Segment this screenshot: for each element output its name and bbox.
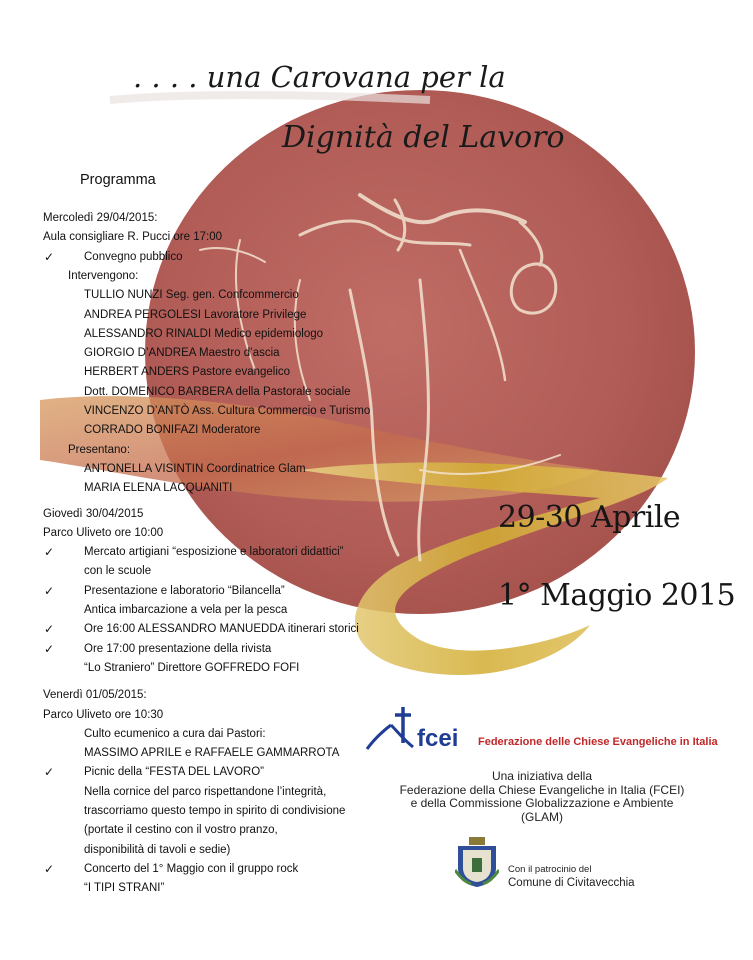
program-line: VINCENZO D’ANTÒ Ass. Cultura Commercio e Turismo <box>84 405 371 417</box>
program-line: Ore 17:00 presentazione della rivista <box>84 642 272 655</box>
check-icon: ✓ <box>44 641 55 656</box>
patronage-line-2: Comune di Civitavecchia <box>508 877 635 889</box>
patronage-line-1: Con il patrocinio del <box>508 864 592 875</box>
title-line-2: Dignità del Lavoro <box>282 120 565 155</box>
initiative-line: e della Commissione Globalizzazione e Ambiente <box>410 796 674 810</box>
program-line: Aula consigliare R. Pucci ore 17:00 <box>43 231 222 244</box>
program-line: Giovedì 30/04/2015 <box>43 507 144 520</box>
check-icon: ✓ <box>44 249 55 264</box>
program-line: con le scuole <box>84 565 152 578</box>
program-line: CORRADO BONIFAZI Moderatore <box>84 424 261 437</box>
program-line: Ore 16:00 ALESSANDRO MANUEDDA itinerari storici <box>84 623 359 636</box>
date-line-2: 1° Maggio 2015 <box>498 578 736 613</box>
program-line: “I TIPI STRANI” <box>84 882 165 895</box>
program-line: Dott. DOMENICO BARBERA della Pastorale sociale <box>84 385 351 398</box>
check-icon: ✓ <box>44 545 55 560</box>
civitavecchia-crest-icon <box>455 836 499 888</box>
program-line: Antica imbarcazione a vela per la pesca <box>84 604 288 616</box>
fcei-name: Federazione delle Chiese Evangeliche in Italia <box>478 736 718 748</box>
program-line: disponibilità di tavoli e sedie) <box>84 843 231 856</box>
fcei-logo-word: fcei <box>417 725 459 752</box>
program-line: MARIA ELENA LACQUANITI <box>84 482 233 495</box>
program-line: Parco Uliveto ore 10:30 <box>43 708 164 721</box>
check-icon: ✓ <box>44 622 55 637</box>
program-line: Concerto del 1° Maggio con il gruppo rock <box>84 862 299 875</box>
program-line: Mercato artigiani “esposizione e laboratori didattici” <box>84 546 344 559</box>
program-line: Presentazione e laboratorio “Bilancella” <box>84 584 285 597</box>
program-line: Convegno pubblico <box>84 250 183 263</box>
check-icon: ✓ <box>44 583 55 598</box>
initiative-line: (GLAM) <box>521 809 563 824</box>
program-line: Venerdì 01/05/2015: <box>43 689 147 702</box>
title-line-1: . . . . una Carovana per la <box>133 60 506 94</box>
check-icon: ✓ <box>44 765 55 780</box>
program-line: Culto ecumenico a cura dai Pastori: <box>84 727 266 740</box>
program-line: Mercoledì 29/04/2015: <box>43 212 158 224</box>
program-line: Nella cornice del parco rispettandone l’integrità, <box>84 785 327 798</box>
program-line: (portate il cestino con il vostro pranzo, <box>84 824 278 837</box>
initiative-line: Una iniziativa della <box>491 769 593 783</box>
check-icon: ✓ <box>44 861 55 876</box>
program-line: Intervengono: <box>68 269 139 282</box>
initiative-line: Federazione della Chiese Evangeliche in Italia (FCEI) <box>399 782 685 797</box>
program-line: Presentano: <box>68 443 131 456</box>
program-line: “Lo Straniero” Direttore GOFFREDO FOFI <box>84 661 300 674</box>
program-line: MASSIMO APRILE e RAFFAELE GAMMARROTA <box>84 747 340 760</box>
date-line-1: 29-30 Aprile <box>498 500 681 535</box>
program-line: trascorriamo questo tempo in spirito di condivisione <box>84 805 346 817</box>
program-line: GIORGIO D’ANDREA Maestro d’ascia <box>84 347 280 360</box>
program-line: HERBERT ANDERS Pastore evangelico <box>84 366 291 379</box>
program-line: ALESSANDRO RINALDI Medico epidemiologo <box>84 327 324 340</box>
cross-icon <box>365 703 425 753</box>
program-line: ANTONELLA VISINTIN Coordinatrice Glam <box>84 462 306 475</box>
fcei-logo <box>365 703 475 753</box>
program-line: TULLIO NUNZI Seg. gen. Confcommercio <box>84 289 299 302</box>
program-line: Picnic della “FESTA DEL LAVORO” <box>84 766 265 779</box>
program-heading: Programma <box>80 172 156 188</box>
program-line: Parco Uliveto ore 10:00 <box>43 526 164 539</box>
program-line: ANDREA PERGOLESI Lavoratore Privilege <box>84 308 307 321</box>
